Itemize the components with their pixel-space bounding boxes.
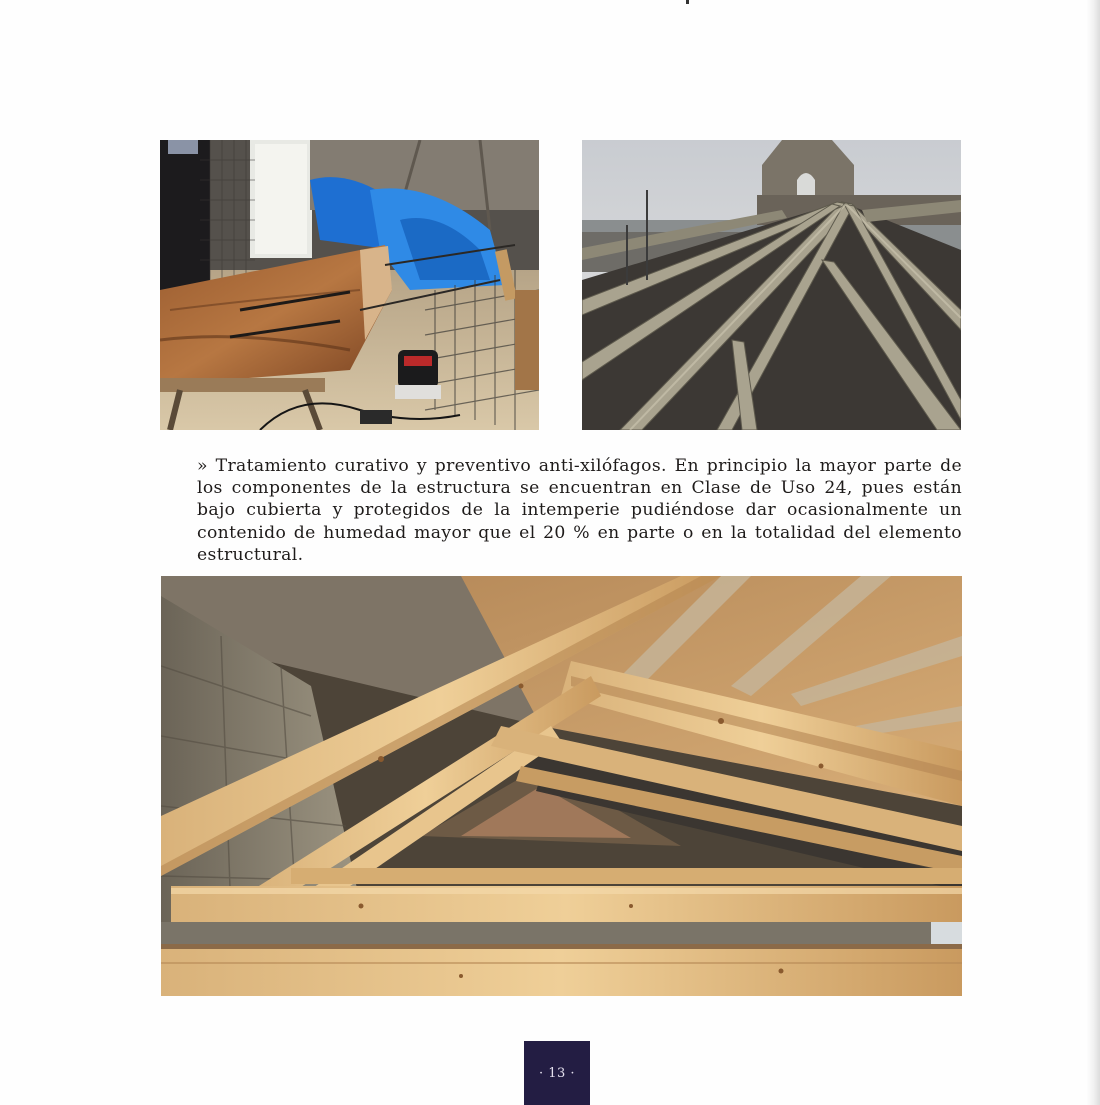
page-edge-shadow [1086,0,1100,1105]
roof-truss-exterior-photo [582,140,961,430]
roof-truss-interior-photo [161,576,962,996]
print-mark [686,0,689,4]
caption-paragraph: » Tratamiento curativo y preventivo anti-xilófagos. En principio la mayor parte de los componentes de la estructura se encuentran en Clase de Uso 24, pues están bajo cubierta y protegidos de la intemperie pudiéndose dar ocasionalmente un contenido de humedad mayor que el 20 % en parte o en la totalidad del elemento estructural. [197,456,962,565]
page-number-badge: · 13 · [524,1041,590,1105]
workshop-beam-treatment-photo [160,140,539,430]
